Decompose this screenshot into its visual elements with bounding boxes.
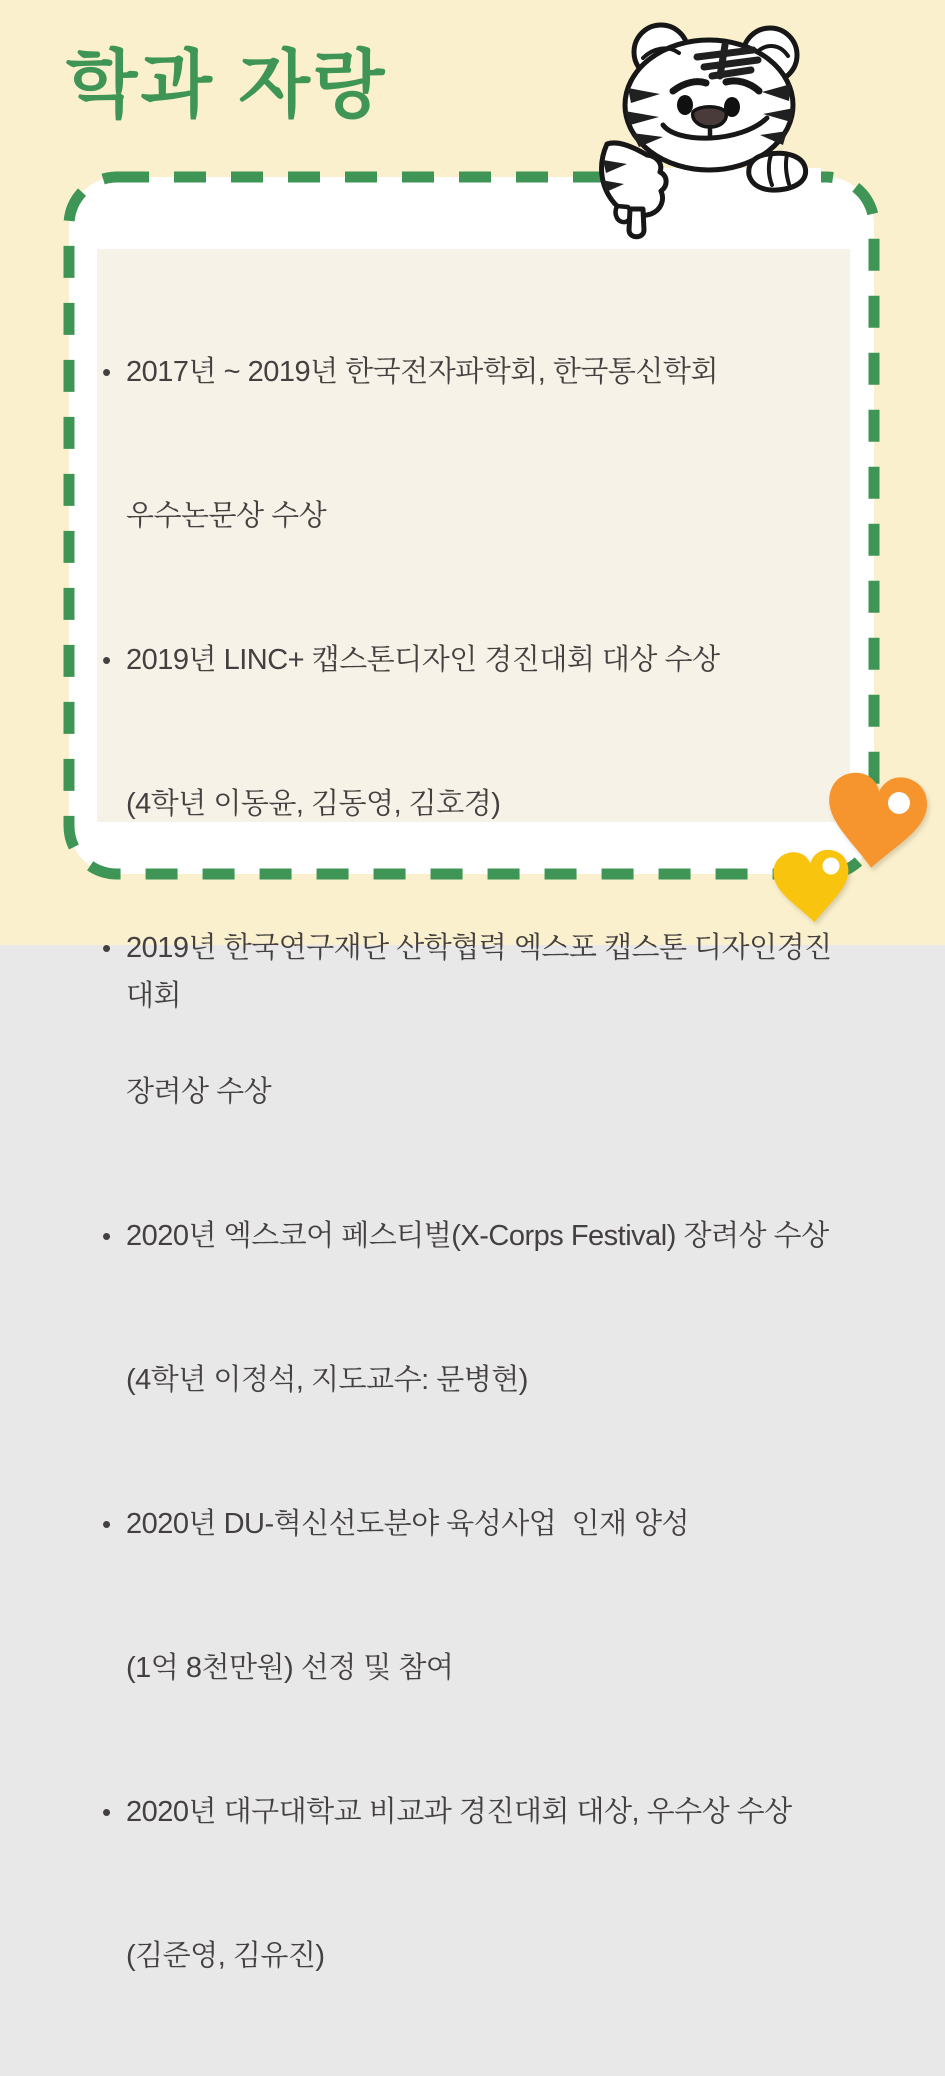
tiger-mascot-icon xyxy=(573,12,839,244)
list-item-continuation xyxy=(100,1356,852,1404)
list-item-continuation xyxy=(100,1644,852,1692)
heart-yellow-icon xyxy=(772,848,852,924)
list-item-continuation xyxy=(100,1932,852,1980)
bullet-icon: • xyxy=(102,1797,111,1827)
list-item-continuation xyxy=(100,492,852,540)
list-item-text: 2020년 DU-혁신선도분야 육성사업 인재 양성 xyxy=(126,1508,690,1540)
list-item-text: 2020년 대구대학교 비교과 경진대회 대상, 우수상 수상 xyxy=(126,1796,792,1828)
list-item-continuation xyxy=(100,780,852,828)
list-item-text: 2020년 엑스코어 페스티벌(X-Corps Festival) 장려상 수상 xyxy=(126,1220,829,1252)
list-item xyxy=(100,924,852,1012)
heart-orange-dot xyxy=(888,792,910,814)
tiger-resting-paw xyxy=(749,153,806,190)
list-item xyxy=(100,1212,852,1260)
achievements-list xyxy=(100,252,852,2076)
bullet-icon: • xyxy=(102,357,111,387)
list-item-text: 2017년 ~ 2019년 한국전자파학회, 한국통신학회 xyxy=(126,356,718,388)
list-item-text: (1억 8천만원) 선정 및 참여 xyxy=(126,1652,454,1684)
bullet-icon: • xyxy=(102,1509,111,1539)
list-item-text: (4학년 이동윤, 김동영, 김호경) xyxy=(126,788,501,820)
list-item-text: 우수논문상 수상 xyxy=(126,500,327,532)
list-item-text: (김준영, 김유진) xyxy=(126,1940,325,1972)
tiger-pointing-hand xyxy=(601,143,666,237)
list-item xyxy=(100,1788,852,1836)
list-item-continuation xyxy=(100,1068,852,1116)
bullet-icon: • xyxy=(102,1221,111,1251)
list-item-text: (4학년 이정석, 지도교수: 문병현) xyxy=(126,1364,528,1396)
list-item xyxy=(100,636,852,684)
list-item-text: 장려상 수상 xyxy=(126,1076,272,1108)
heart-yellow-dot xyxy=(823,858,840,875)
bullet-icon: • xyxy=(102,645,111,675)
list-item-text: 2019년 한국연구재단 산학협력 엑스포 캡스톤 디자인경진대회 xyxy=(126,932,832,1012)
list-item xyxy=(100,348,852,396)
list-item-text: 2019년 LINC+ 캡스톤디자인 경진대회 대상 수상 xyxy=(126,644,720,676)
bullet-icon: • xyxy=(102,933,111,963)
hearts-decoration xyxy=(765,760,945,945)
list-item xyxy=(100,1500,852,1548)
page-title: 학과 자랑 xyxy=(66,43,388,126)
